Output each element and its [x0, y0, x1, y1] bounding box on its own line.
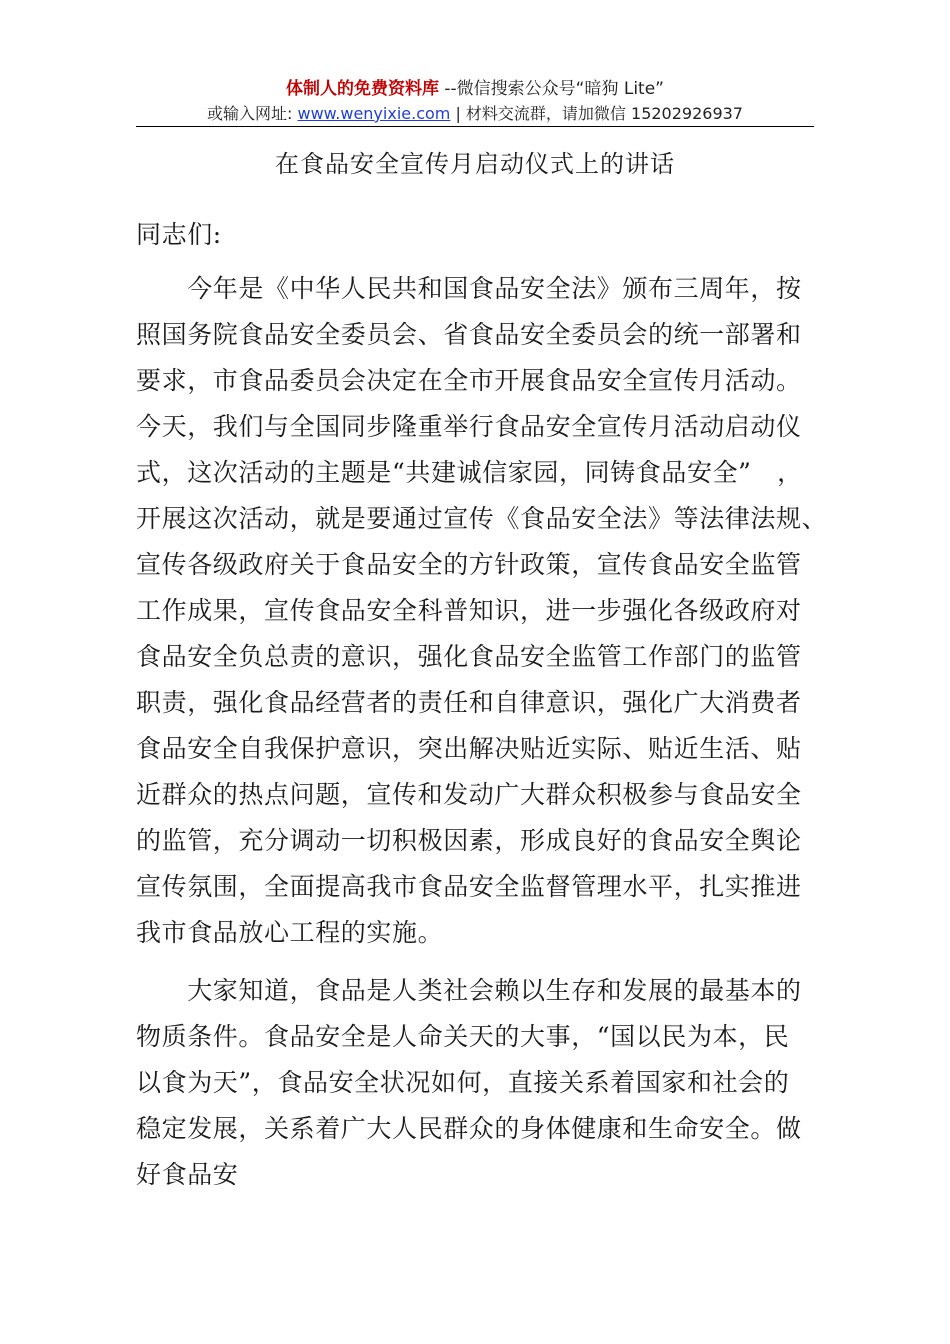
url-prefix: 或输入网址:	[207, 104, 298, 123]
text-line: 工作成果，宣传食品安全科普知识，进一步强化各级政府对	[136, 596, 802, 625]
paragraph-1	[136, 266, 826, 956]
text-line: 开展这次活动，就是要通过宣传《食品安全法》等法律法规、	[136, 504, 828, 533]
text-line: 今年是《中华人民共和国食品安全法》颁布三周年，按	[136, 274, 802, 303]
salutation: 同志们:	[136, 220, 222, 249]
text-line: 我市食品放心工程的实施。	[136, 918, 444, 947]
header-divider	[136, 126, 814, 127]
contact-text: | 材料交流群，请加微信 15202926937	[450, 104, 743, 123]
watermark-header	[136, 76, 814, 126]
text-line: 宣传各级政府关于食品安全的方针政策，宣传食品安全监管	[136, 550, 802, 579]
text-line: 好食品安	[136, 1160, 239, 1189]
text-line: 食品安全自我保护意识，突出解决贴近实际、贴近生活、贴	[136, 734, 802, 763]
text-line: 要求，市食品委员会决定在全市开展食品安全宣传月活动。	[136, 366, 802, 395]
header-line-2	[136, 102, 814, 126]
header-line-1	[136, 76, 814, 102]
text-line: 以食为天”，食品安全状况如何，直接关系着国家和社会的	[136, 1068, 790, 1097]
document-title: 在食品安全宣传月启动仪式上的讲话	[275, 150, 675, 178]
text-line: 照国务院食品安全委员会、省食品安全委员会的统一部署和	[136, 320, 802, 349]
text-line: 的监管，充分调动一切积极因素，形成良好的食品安全舆论	[136, 826, 802, 855]
document-body	[136, 212, 826, 1198]
text-line: 职责，强化食品经营者的责任和自律意识，强化广大消费者	[136, 688, 802, 717]
brand-name: 体制人的免费资料库	[285, 79, 439, 99]
website-link[interactable]: www.wenyixie.com	[297, 104, 451, 123]
text-line: 稳定发展，关系着广大人民群众的身体健康和生命安全。做	[136, 1114, 802, 1143]
text-line: 物质条件。食品安全是人命关天的大事，“国以民为本，民	[136, 1022, 790, 1051]
text-line: 食品安全负总责的意识，强化食品安全监管工作部门的监管	[136, 642, 802, 671]
header-tagline: --微信搜索公众号“暗狗 Lite”	[438, 79, 664, 99]
text-line: 式，这次活动的主题是“共建诚信家园，同铸食品安全” ，	[136, 458, 803, 487]
text-line: 大家知道，食品是人类社会赖以生存和发展的最基本的	[136, 976, 802, 1005]
text-line: 宣传氛围，全面提高我市食品安全监督管理水平，扎实推进	[136, 872, 802, 901]
paragraph-2	[136, 968, 826, 1198]
text-line: 今天，我们与全国同步隆重举行食品安全宣传月活动启动仪	[136, 412, 802, 441]
text-line: 近群众的热点问题，宣传和发动广大群众积极参与食品安全	[136, 780, 802, 809]
